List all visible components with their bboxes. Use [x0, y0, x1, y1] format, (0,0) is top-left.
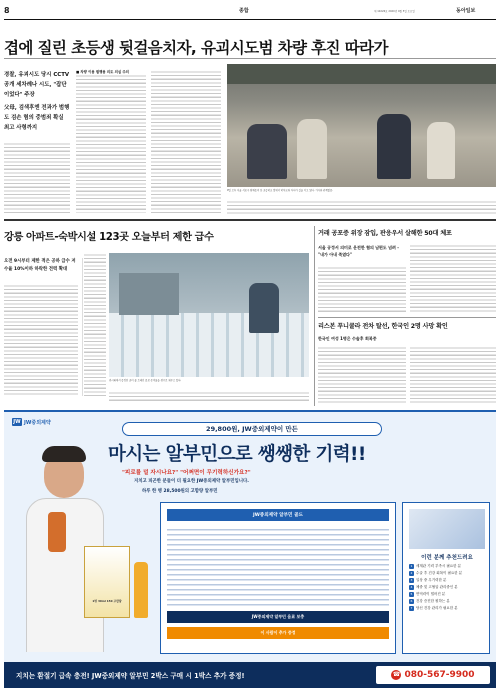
ad-slogan: 마시는 알부민으로 쌩쌩한 기력!!	[108, 444, 366, 465]
story1-rule	[4, 58, 496, 59]
story2-photo	[109, 253, 309, 377]
ad-price-label: 하루 한 병 28,500원의 고함량 알부민	[142, 489, 218, 494]
page-header	[4, 6, 496, 20]
ad-product-amount: 1병 30ml 150 고함량	[92, 599, 122, 603]
ad-recommend-item: 4 체중 및 고혈압 관리중인 분	[410, 585, 458, 589]
section-divider-1	[4, 219, 496, 221]
masthead: 동아일보	[456, 8, 476, 14]
story3-body-col2	[410, 244, 496, 312]
story3-headline: 거래 공포증 위장 잠입, 판응우서 살해한 50대 체포	[318, 230, 452, 237]
story1-lede2-text: 父母, 검색후엔 전과가 범행도 검손 혐의 중범죄 확실 최고 사형까지	[4, 105, 70, 131]
story1-body-col3	[151, 70, 221, 215]
story1-photo-caption: 9일 오후 서울 서초구 양재동의 한 초등학교 앞에서 학부모와 자녀가 길을 가고 있다. 기사와 관계없음.	[227, 189, 334, 192]
ad-recommend-item: 5 면역력이 떨어진 분	[410, 592, 446, 596]
page-number: 8	[4, 6, 10, 15]
ad-phone-box	[376, 666, 490, 684]
story3-body-col1	[318, 266, 406, 312]
ad-bottom-banner-text: 지치는 환절기 급속 충전! JW중외제약 알부민 2박스 구매 시 1박스 추가 증정!	[16, 672, 245, 680]
ad-bottom-banner	[4, 662, 496, 688]
ad-recommend-item: 2 수술 후 건강 회복이 필요한 분	[410, 571, 463, 575]
story2-body-col3	[84, 253, 106, 396]
story1-body-subhead: ■ 차량 이용 범행용 의도 의심 주의	[76, 70, 129, 74]
ad-info-panel	[160, 502, 396, 654]
ad-subline2: 지치고 피곤한 분들이 더 필요한 JW중외제약 알부민입니다.	[134, 479, 249, 484]
story4-headline: 리스본 푸니쿨라 전차 탈선, 한국인 2명 사망 확인	[318, 323, 448, 330]
story1-lede-text: 경찰, 유괴시도 당시 CCTV 공개 세차례나 시도, "잡단이었다" 주장	[4, 72, 70, 98]
story3-lede: 서울 공정서 의미로 운전한 혐의 남편도 넘려 - "내가 아내 죽였다"	[318, 245, 399, 257]
ad-logo-text: JW중외제약	[24, 419, 51, 426]
ad-product-box	[84, 546, 130, 618]
story4-body-col2	[410, 346, 496, 404]
ad-info-lines	[167, 527, 389, 607]
ad-subline: "피로를 덜 자시나요?" "어쩌면이 무기력하신가요?"	[122, 470, 251, 476]
ad-recommend-item: 7 당신 건강 관리가 필요한 분	[410, 606, 458, 610]
story4-body-col1	[318, 346, 406, 404]
ad-recommend-item: 6 건강 증진한 원하는 분	[410, 599, 450, 603]
story1-photo	[227, 64, 496, 187]
story3-divider	[318, 317, 496, 318]
ad-gift-text: 이 사람이 추가 증정	[167, 627, 389, 639]
ad-bottle-1	[134, 562, 148, 618]
story2-lede: 오전 9시부터 제한 적은 공하 급수 저수율 10%이하 하락한 전력 확대	[4, 259, 76, 272]
story4-lede: 한국인 여성 1명은 수술후 회복중	[318, 336, 377, 341]
ad-recommend-list	[409, 563, 487, 612]
story1-headline: 겹에 질린 초등생 뒷걸음치자, 유괴시도범 차량 후진 따라가	[4, 39, 388, 57]
ad-recommend-item: 3 일상 중 무기력한 분	[410, 578, 447, 582]
ad-logo	[12, 418, 51, 426]
story2-photo-caption: 전시회에서 증정된 곳의 물 트레인 음료 준비물을 생수로 채우고 있다.	[109, 379, 182, 382]
story2-body-col4	[109, 391, 309, 401]
section-label: 종합	[239, 8, 249, 14]
column-divider	[314, 226, 315, 406]
phone-icon: ☎	[392, 671, 401, 678]
ad-right-image	[409, 509, 485, 549]
story2-body-col1	[4, 284, 78, 396]
ad-promo-badge: 29,800원, JW중외제약이 만든	[122, 422, 382, 436]
ad-block	[4, 410, 496, 686]
story2-body-col2	[82, 258, 83, 396]
ad-logo-mark: JW	[13, 419, 21, 425]
story1-lede	[4, 70, 70, 133]
ad-phone-number: 080-567-9900	[404, 670, 475, 680]
ad-recommend-title: 이런 분께 추천드려요	[421, 555, 473, 561]
ad-right-panel	[402, 502, 490, 654]
ad-dose-label: JW중외제약 알부민 음료 보충	[167, 611, 389, 623]
issue-info: 제 10226호 2020년 9월 5일 토요일	[374, 10, 415, 13]
story1-body-col1	[4, 142, 70, 214]
story1-body-col2	[76, 70, 146, 215]
ad-brand-box: JW중외제약 알부민 골드	[167, 509, 389, 521]
story2-headline: 강릉 아파트-숙박시설 123곳 오늘부터 제한 급수	[4, 232, 214, 243]
story1-body-col4	[227, 200, 496, 215]
ad-recommend-item: 1 세계관 기력 부족시 필요한 분	[410, 564, 462, 568]
